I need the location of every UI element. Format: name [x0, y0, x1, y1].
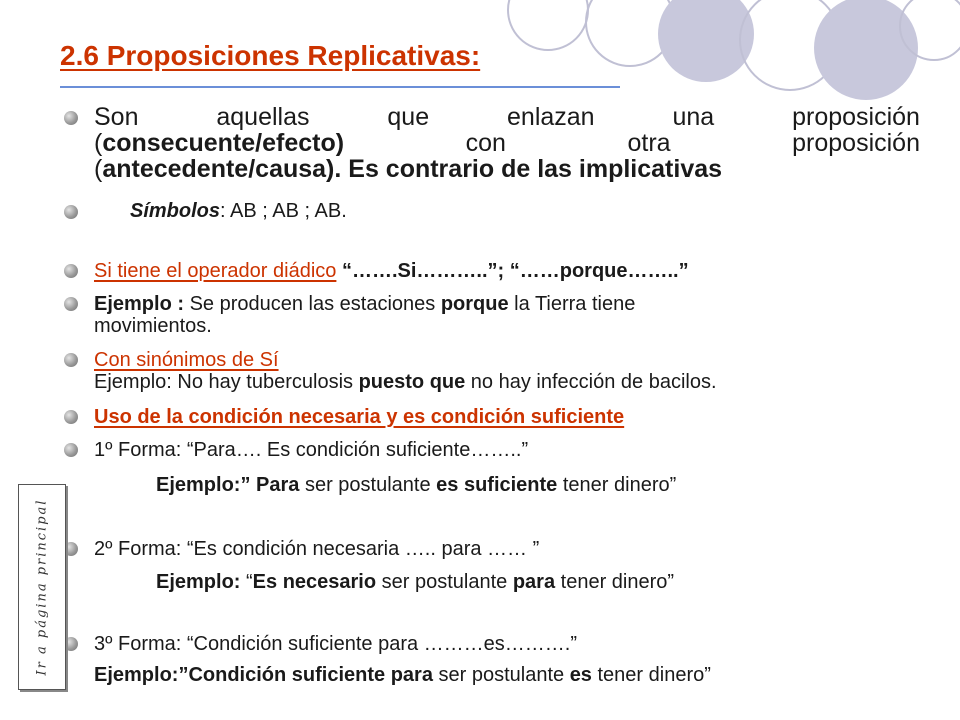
form-2-text: 2º Forma: “Es condición necesaria ….. para …… ” — [94, 538, 540, 560]
deco-circle — [508, 0, 588, 50]
bullet-icon — [64, 637, 78, 651]
bullet-icon — [64, 443, 78, 457]
home-page-link-label: Ir a página principal — [34, 498, 50, 676]
bullet-icon — [64, 353, 78, 367]
title-rule — [60, 86, 620, 88]
example-1-text: Ejemplo : Se producen las estaciones porque la Tierra tiene movimientos. — [94, 293, 636, 337]
deco-circle — [814, 0, 918, 100]
bullet-icon — [64, 111, 78, 125]
form-3-text: 3º Forma: “Condición suficiente para ………es……….” — [94, 633, 578, 655]
deco-circle — [586, 0, 674, 66]
definition-text — [94, 104, 920, 182]
bullet-icon — [64, 264, 78, 278]
form-1-example: Ejemplo:” Para ser postulante es suficiente tener dinero” — [156, 474, 677, 496]
form-3-example: Ejemplo:”Condición suficiente para ser postulante es tener dinero” — [94, 664, 711, 686]
deco-circle — [658, 0, 754, 82]
form-1-text: 1º Forma: “Para…. Es condición suficiente……..” — [94, 439, 529, 461]
form-2-example: Ejemplo: “Es necesario ser postulante para tener dinero” — [156, 571, 675, 593]
symbols-text: Símbolos: AB ; AB ; AB. — [130, 200, 347, 222]
bullet-icon — [64, 297, 78, 311]
slide-title: 2.6 Proposiciones Replicativas: — [60, 40, 481, 71]
operator-text: Si tiene el operador diádico “…….Si………..”; “……porque……..” — [94, 260, 689, 282]
home-page-link[interactable] — [18, 484, 66, 690]
definition-line-2: (consecuente/efecto) con otra proposición — [94, 129, 920, 157]
deco-circle — [900, 0, 960, 60]
definition-line-1: Son aquellas que enlazan una proposición — [94, 103, 920, 131]
bullet-icon — [64, 205, 78, 219]
synonyms-text: Con sinónimos de Sí Ejemplo: No hay tuberculosis puesto que no hay infección de bacilos. — [94, 349, 717, 393]
definition-line-3: (antecedente/causa). Es contrario de las implicativas — [94, 155, 723, 183]
deco-circle — [740, 0, 840, 90]
bullet-icon — [64, 542, 78, 556]
bullet-icon — [64, 410, 78, 424]
condition-text: Uso de la condición necesaria y es condición suficiente — [94, 406, 625, 428]
